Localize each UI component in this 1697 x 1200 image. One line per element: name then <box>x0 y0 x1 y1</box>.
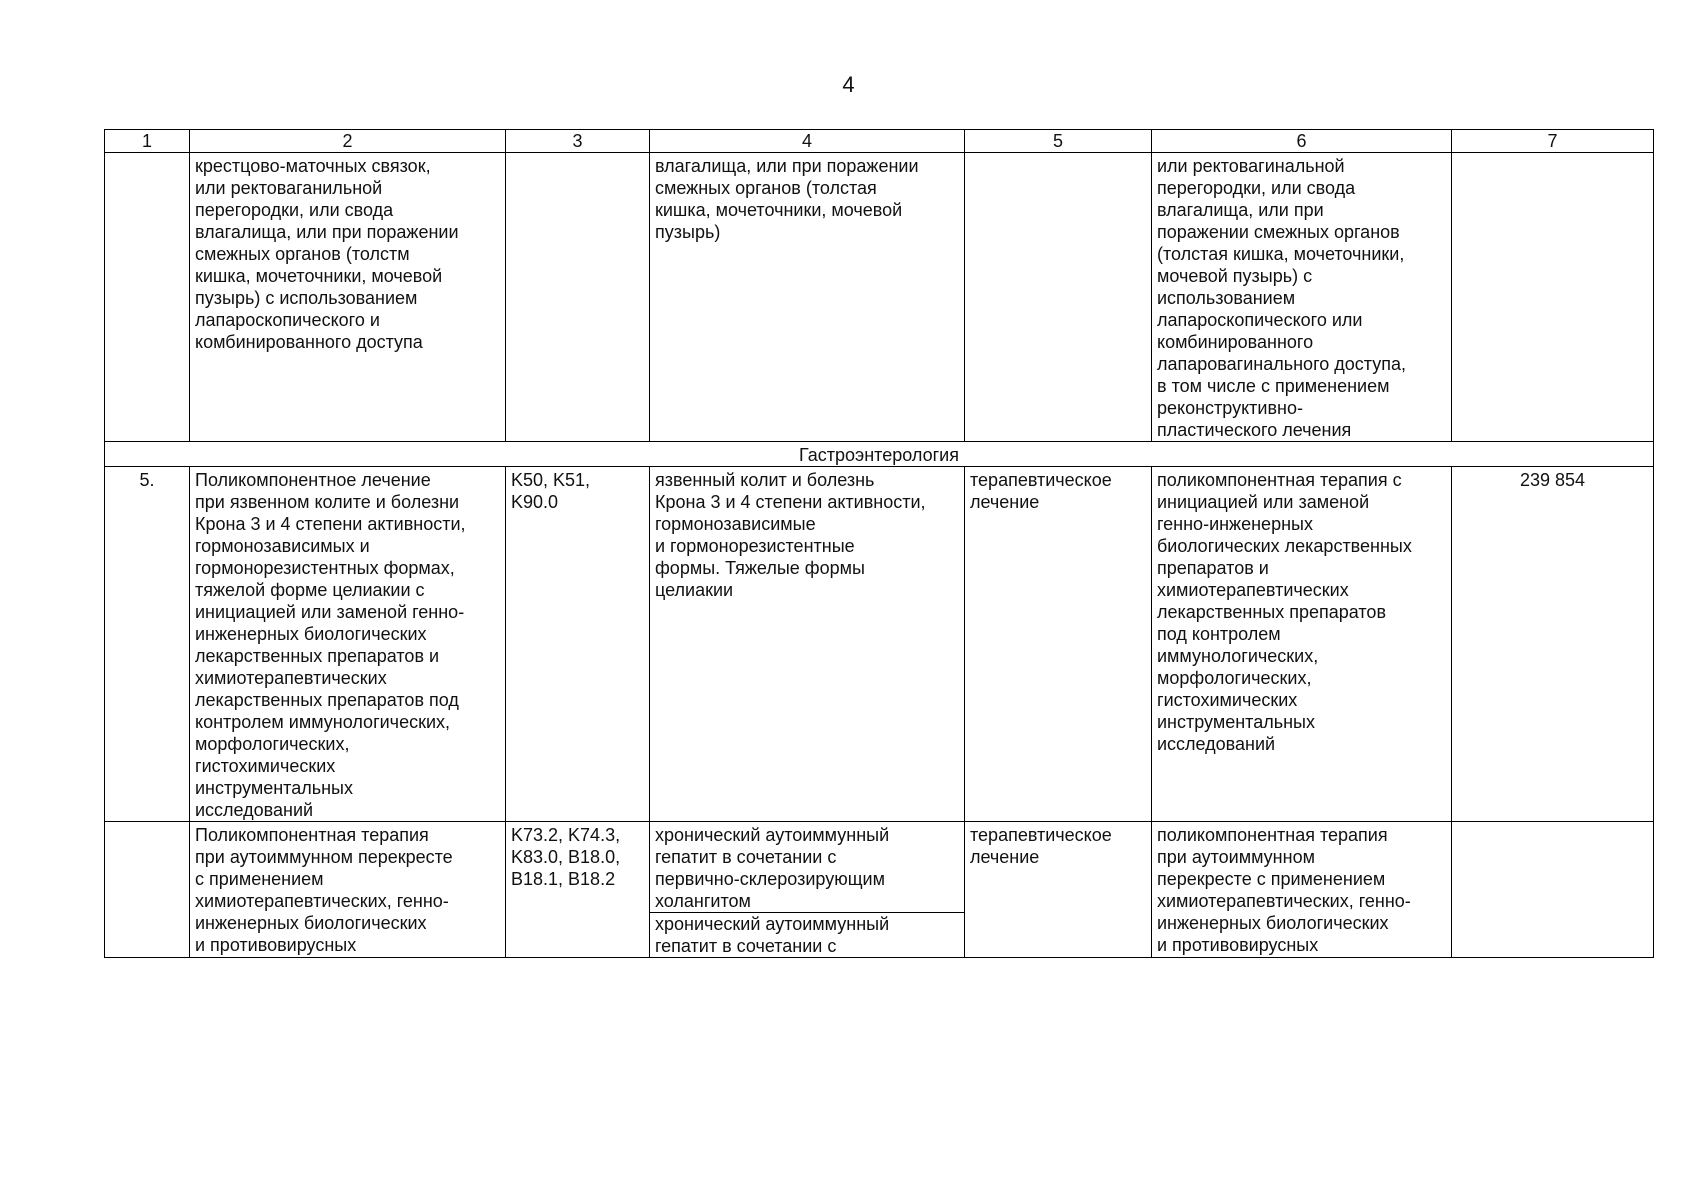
header-cell-1: 1 <box>105 130 190 153</box>
cell-cost <box>1452 822 1654 958</box>
text-line: K73.2, K74.3, <box>511 825 621 845</box>
text-line: лапароскопического и <box>195 310 380 330</box>
text-line: терапевтическое <box>970 470 1112 490</box>
text-line: мочевой пузырь) с <box>1157 266 1313 286</box>
cell-method-name <box>190 467 506 822</box>
cell-patient-model <box>650 822 965 958</box>
text-line: перегородки, или свода <box>195 200 394 220</box>
cell-treatment-method <box>1152 467 1452 822</box>
text-line: гистохимических <box>1157 690 1298 710</box>
text-line: хронический аутоиммунный <box>655 914 890 934</box>
text-line: смежных органов (толстая <box>655 178 877 198</box>
page-number: 4 <box>842 72 855 97</box>
text-line: смежных органов (толстм <box>195 244 410 264</box>
text-line: тяжелой форме целиакии с <box>195 580 425 600</box>
text-line: инструментальных <box>195 778 353 798</box>
text-line: или ректовагинальной <box>1157 156 1345 176</box>
header-cell-6: 6 <box>1152 130 1452 153</box>
cell-method-name <box>190 822 506 958</box>
text-line: первично-склерозирующим <box>655 869 885 889</box>
text-line: и противовирусных <box>1157 935 1319 955</box>
text-line: химиотерапевтических, генно- <box>1157 891 1411 911</box>
text-line: инженерных биологических <box>195 624 427 644</box>
text-line: Поликомпонентное лечение <box>195 470 431 490</box>
text-line: при аутоиммунном <box>1157 847 1315 867</box>
text-line: хронический аутоиммунный <box>655 825 890 845</box>
text-line: холангитом <box>655 891 751 911</box>
patient-model-primary <box>655 824 959 912</box>
text-line: химиотерапевтических, генно- <box>195 891 449 911</box>
header-cell-5: 5 <box>965 130 1152 153</box>
header-cell-7: 7 <box>1452 130 1654 153</box>
cell-treatment-type <box>965 153 1152 442</box>
cell-icd-codes <box>506 467 650 822</box>
text-line: лапаровагинального доступа, <box>1157 354 1406 374</box>
text-line: B18.1, B18.2 <box>511 869 616 889</box>
text-line: под контролем <box>1157 624 1281 644</box>
text-line: биологических лекарственных <box>1157 536 1412 556</box>
text-line: K90.0 <box>511 492 559 512</box>
table-row-5 <box>105 467 1654 822</box>
text-line: гормонозависимые <box>655 514 816 534</box>
header-cell-2: 2 <box>190 130 506 153</box>
text-line: в том числе с применением <box>1157 376 1390 396</box>
text-line: гепатит в сочетании с <box>655 847 837 867</box>
text-line: язвенный колит и болезнь <box>655 470 875 490</box>
text-line: использованием <box>1157 288 1296 308</box>
header-cell-3: 3 <box>506 130 650 153</box>
text-line: пластического лечения <box>1157 420 1352 440</box>
cell-number <box>105 153 190 442</box>
text-line: поликомпонентная терапия с <box>1157 470 1402 490</box>
text-line: поражении смежных органов <box>1157 222 1400 242</box>
cell-treatment-method <box>1152 822 1452 958</box>
table-row-continuation <box>105 153 1654 442</box>
table-row-6 <box>105 822 1654 958</box>
text-line: пузырь) <box>655 222 721 242</box>
text-line: лапароскопического или <box>1157 310 1363 330</box>
text-line: целиакии <box>655 580 734 600</box>
text-line: кишка, мочеточники, мочевой <box>655 200 903 220</box>
section-row <box>105 442 1654 467</box>
header-cell-4: 4 <box>650 130 965 153</box>
cell-cost <box>1452 153 1654 442</box>
text-line: лечение <box>970 492 1040 512</box>
text-line: лекарственных препаратов под <box>195 690 459 710</box>
patient-model-secondary <box>650 912 964 957</box>
text-line: терапевтическое <box>970 825 1112 845</box>
cell-number: 5. <box>105 467 190 822</box>
text-line: пузырь) с использованием <box>195 288 418 308</box>
text-line: (толстая кишка, мочеточники, <box>1157 244 1405 264</box>
cell-cost: 239 854 <box>1452 467 1654 822</box>
text-line: кишка, мочеточники, мочевой <box>195 266 443 286</box>
text-line: иммунологических, <box>1157 646 1319 666</box>
text-line: влагалища, или при <box>1157 200 1324 220</box>
text-line: гепатит в сочетании с <box>655 936 837 956</box>
text-line: и противовирусных <box>195 935 357 955</box>
text-line: гистохимических <box>195 756 336 776</box>
text-line: влагалища, или при поражении <box>655 156 919 176</box>
text-line: препаратов и <box>1157 558 1269 578</box>
text-line: инженерных биологических <box>1157 913 1389 933</box>
text-line: K83.0, B18.0, <box>511 847 621 867</box>
cell-treatment-type <box>965 822 1152 958</box>
cell-method-name <box>190 153 506 442</box>
text-line: лекарственных препаратов и <box>195 646 440 666</box>
text-line: гормонозависимых и <box>195 536 370 556</box>
text-line: инициацией или заменой <box>1157 492 1370 512</box>
cell-patient-model <box>650 467 965 822</box>
text-line: комбинированного <box>1157 332 1314 352</box>
text-line: лекарственных препаратов <box>1157 602 1387 622</box>
text-line: K50, K51, <box>511 470 591 490</box>
text-line: инициацией или заменой генно- <box>195 602 465 622</box>
cell-patient-model <box>650 153 965 442</box>
text-line: поликомпонентная терапия <box>1157 825 1388 845</box>
text-line: генно-инженерных <box>1157 514 1313 534</box>
text-line: морфологических, <box>195 734 350 754</box>
text-line: Крона 3 и 4 степени активности, <box>195 514 466 534</box>
text-line: реконструктивно- <box>1157 398 1303 418</box>
text-line: химиотерапевтических <box>195 668 387 688</box>
cell-treatment-type <box>965 467 1152 822</box>
text-line: или ректоваганильной <box>195 178 383 198</box>
text-line: Крона 3 и 4 степени активности, <box>655 492 926 512</box>
cell-treatment-method <box>1152 153 1452 442</box>
text-line: исследований <box>195 800 314 820</box>
text-line: при язвенном колите и болезни <box>195 492 460 512</box>
text-line: крестцово-маточных связок, <box>195 156 431 176</box>
text-line: влагалища, или при поражении <box>195 222 459 242</box>
text-line: перекресте с применением <box>1157 869 1386 889</box>
text-line: и гормонорезистентные <box>655 536 855 556</box>
data-table <box>104 129 1654 958</box>
text-line: комбинированного доступа <box>195 332 423 352</box>
text-line: Поликомпонентная терапия <box>195 825 429 845</box>
text-line: лечение <box>970 847 1040 867</box>
text-line: химиотерапевтических <box>1157 580 1349 600</box>
text-line: инженерных биологических <box>195 913 427 933</box>
text-line: формы. Тяжелые формы <box>655 558 865 578</box>
text-line: с применением <box>195 869 324 889</box>
text-line: контролем иммунологических, <box>195 712 451 732</box>
section-title: Гастроэнтерология <box>105 442 1654 467</box>
text-line: гормонорезистентных формах, <box>195 558 455 578</box>
text-line: инструментальных <box>1157 712 1315 732</box>
header-row <box>105 130 1654 153</box>
text-line: перегородки, или свода <box>1157 178 1356 198</box>
cell-icd-codes <box>506 153 650 442</box>
text-line: при аутоиммунном перекресте <box>195 847 453 867</box>
cell-icd-codes <box>506 822 650 958</box>
text-line: морфологических, <box>1157 668 1312 688</box>
cell-number <box>105 822 190 958</box>
text-line: исследований <box>1157 734 1276 754</box>
